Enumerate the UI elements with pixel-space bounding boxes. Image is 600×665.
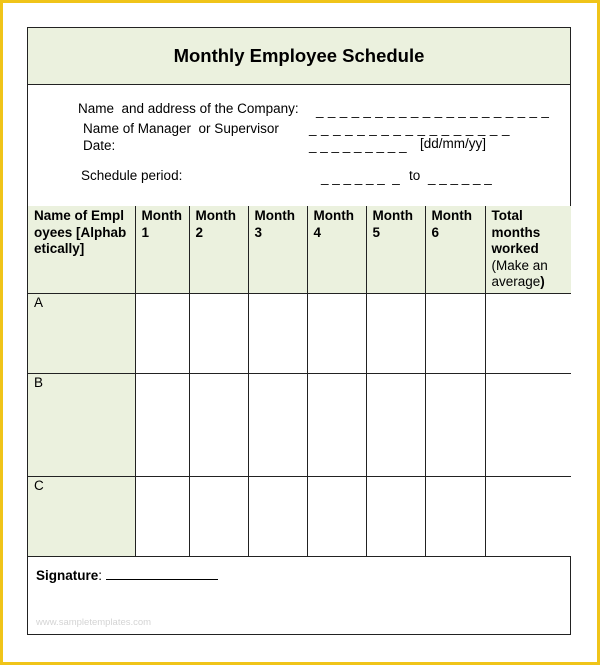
manager-blank: _ _ _ _ _ _ _ _ _ _ _ _ _ _ _ _ _ <box>309 121 510 136</box>
month-cell[interactable] <box>248 476 307 556</box>
header-month-5: Month 5 <box>366 206 425 293</box>
header-total-note: (Make an average <box>491 257 548 289</box>
company-label: Name and address of the Company: <box>78 101 299 116</box>
signature-line[interactable] <box>106 567 218 580</box>
date-label: Date: <box>83 138 116 153</box>
header-total-note-end: ) <box>540 274 545 289</box>
total-cell[interactable] <box>485 293 571 373</box>
month-cell[interactable] <box>366 373 425 476</box>
table-row <box>28 373 571 476</box>
month-cell[interactable] <box>307 293 366 373</box>
date-blank: _ _ _ _ _ _ _ _ _ <box>309 138 407 153</box>
month-cell[interactable] <box>135 293 189 373</box>
header-month-1: Month 1 <box>135 206 189 293</box>
month-cell[interactable] <box>135 373 189 476</box>
month-cell[interactable] <box>248 293 307 373</box>
header-month-2: Month 2 <box>189 206 248 293</box>
watermark-text: www.sampletemplates.com <box>36 617 152 628</box>
page <box>3 3 597 662</box>
manager-label: Name of Manager or Supervisor <box>83 121 279 136</box>
date-format-hint: [dd/mm/yy] <box>420 136 487 151</box>
month-cell[interactable] <box>248 373 307 476</box>
schedule-form <box>27 27 571 635</box>
total-cell[interactable] <box>485 476 571 556</box>
signature-label: Signature <box>36 568 99 583</box>
header-employee-name: Name of Employees [Alphabetically] <box>28 206 135 293</box>
month-cell[interactable] <box>366 476 425 556</box>
month-cell[interactable] <box>307 476 366 556</box>
month-cell[interactable] <box>135 476 189 556</box>
period-from-blank: _ _ _ _ _ _ _ <box>321 170 400 185</box>
employee-name-cell: A <box>28 293 135 373</box>
form-info-section <box>28 84 570 207</box>
schedule-table <box>28 206 571 557</box>
month-cell[interactable] <box>366 293 425 373</box>
month-cell[interactable] <box>189 476 248 556</box>
month-cell[interactable] <box>425 373 485 476</box>
total-cell[interactable] <box>485 373 571 476</box>
table-header-row <box>28 206 571 293</box>
header-month-4: Month 4 <box>307 206 366 293</box>
period-to-blank: _ _ _ _ _ _ <box>428 170 492 185</box>
header-total-months <box>485 206 571 293</box>
employee-name-cell: C <box>28 476 135 556</box>
table-row <box>28 293 571 373</box>
table-row <box>28 476 571 556</box>
month-cell[interactable] <box>189 293 248 373</box>
month-cell[interactable] <box>189 373 248 476</box>
month-cell[interactable] <box>425 293 485 373</box>
form-title: Monthly Employee Schedule <box>28 28 570 85</box>
month-cell[interactable] <box>307 373 366 476</box>
header-total-label: Total months worked <box>491 208 541 256</box>
company-blank: _ _ _ _ _ _ _ _ _ _ _ _ _ _ _ _ _ _ _ _ <box>316 103 550 118</box>
header-month-6: Month 6 <box>425 206 485 293</box>
schedule-period-label: Schedule period: <box>81 168 183 183</box>
period-to-label: to <box>409 168 421 183</box>
signature-colon: : <box>98 568 103 583</box>
employee-name-cell: B <box>28 373 135 476</box>
month-cell[interactable] <box>425 476 485 556</box>
header-month-3: Month 3 <box>248 206 307 293</box>
signature-field <box>36 567 218 583</box>
